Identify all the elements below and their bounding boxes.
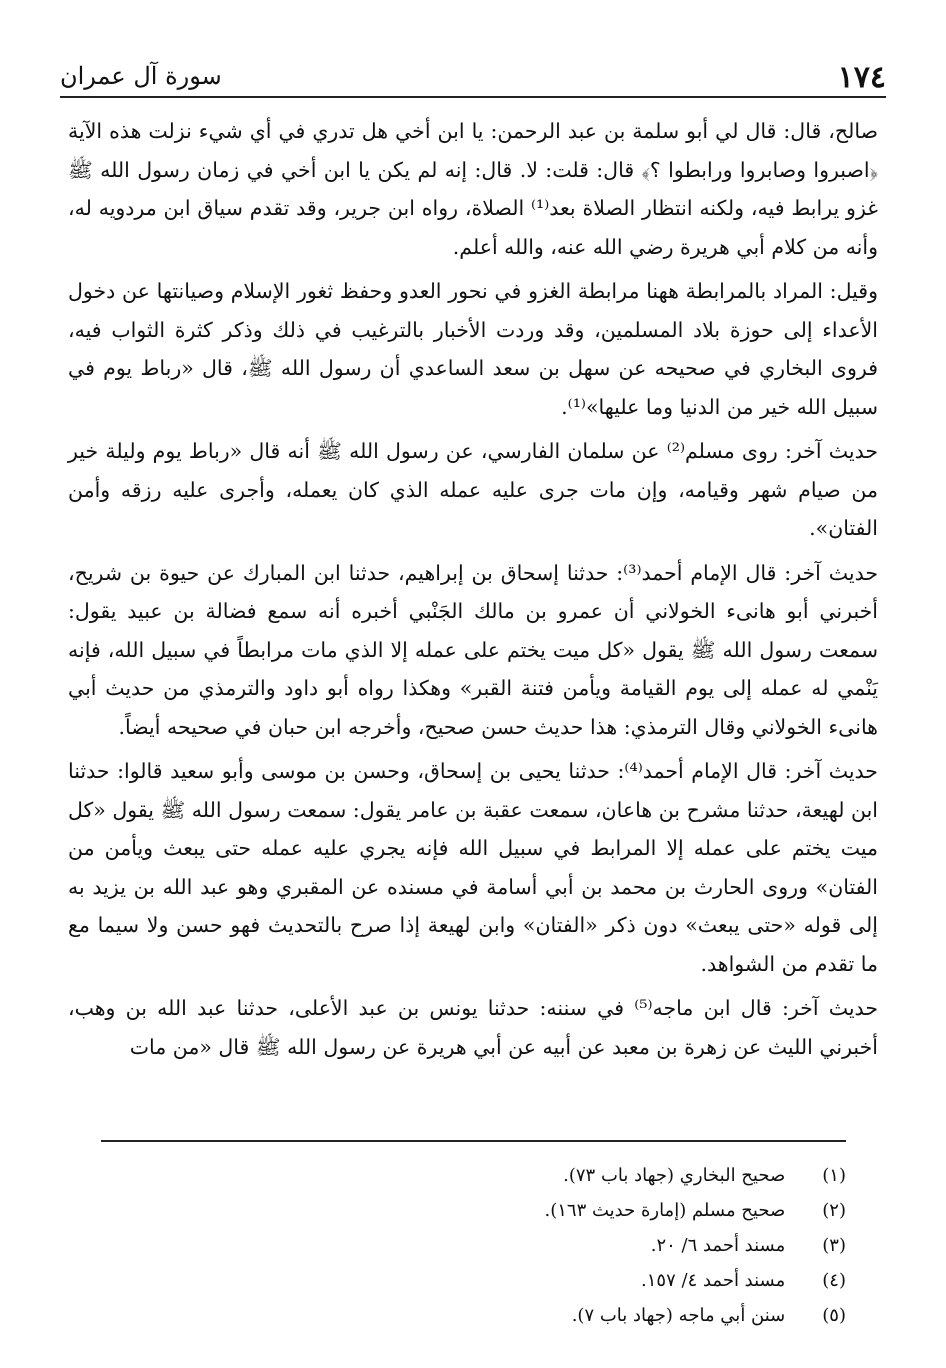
footnote-number: (٢): [822, 1200, 846, 1221]
footnote-number: (٣): [822, 1235, 846, 1256]
paragraph: حديث آخر: روى مسلم⁽²⁾ عن سلمان الفارسي، عن رسول الله ﷺ أنه قال «رباط يوم وليلة خير من صيام شهر وقيامه، وإن مات جرى عليه عمله الذي كان يعمله، وأجرى عليه رزقه وأمن الفتان».: [68, 439, 878, 540]
footnote-number: (٥): [822, 1305, 846, 1326]
footnote-text: مسند أحمد ٤/ ١٥٧.: [641, 1270, 786, 1291]
paragraph: حديث آخر: قال الإمام أحمد⁽³⁾: حدثنا إسحاق بن إبراهيم، حدثنا ابن المبارك عن حيوة بن شريح، أخبرني أبو هانىء الخولاني أن عمرو بن مالك الجَنْبي أخبره أنه سمع فضالة بن عبيد يقول: سمعت رسول الله ﷺ يقول «كل ميت يختم على عمله إلا الذي مات مرابطاً في سبيل الله، فإنه يَنْمي له عمله إلى يوم القيامة ويأمن فتنة القبر» وهكذا رواه أبو داود والترمذي من حديث أبي هانىء الخولاني وقال الترمذي: هذا حديث حسن صحيح، وأخرجه ابن حبان في صحيحه أيضاً.: [68, 560, 879, 739]
footnote-item: [100, 1228, 846, 1263]
footnote-text: مسند أحمد ٦/ ٢٠.: [650, 1235, 786, 1256]
paragraph: حديث آخر: قال ابن ماجه⁽⁵⁾ في سننه: حدثنا يونس بن عبد الأعلى، حدثنا عبد الله بن وهب، أخبرني الليث عن زهرة بن معبد عن أبيه عن أبي هريرة عن رسول الله ﷺ قال «من مات: [68, 996, 878, 1059]
footnote-item: [100, 1298, 846, 1333]
footnote-text: صحيح البخاري (جهاد باب ٧٣).: [563, 1165, 786, 1186]
running-title: سورة آل عمران: [60, 62, 222, 90]
paragraph: وقيل: المراد بالمرابطة ههنا مرابطة الغزو في نحور العدو وحفظ ثغور الإسلام وصيانتها عن دخول الأعداء إلى حوزة بلاد المسلمين، وقد وردت الأخبار بالترغيب في ذلك وذكر كثرة الثواب فيه، فروى البخاري في صحيحه عن سهل بن سعد الساعدي أن رسول الله ﷺ، قال «رباط يوم في سبيل الله خير من الدنيا وما عليها»⁽¹⁾.: [68, 279, 878, 419]
main-text: [68, 112, 878, 1070]
page-header: [60, 54, 886, 98]
footnote-item: [100, 1263, 846, 1298]
paragraph: حديث آخر: قال الإمام أحمد⁽⁴⁾: حدثنا يحيى بن إسحاق، وحسن بن موسى وأبو سعيد قالوا: حدثنا ابن لهيعة، حدثنا مشرح بن هاعان، سمعت عقبة بن عامر يقول: سمعت رسول الله ﷺ يقول «كل ميت يختم على عمله إلا المرابط في سبيل الله فإنه يجري عليه عمله حتى يبعث ويأمن من الفتان» وروى الحارث بن محمد بن أبي أسامة في مسنده عن المقبري وهو عبد الله بن يزيد به إلى قوله «حتى يبعث» دون ذكر «الفتان» وابن لهيعة إذا صرح بالتحديث فهو حسن ولا سيما مع ما تقدم من الشواهد.: [68, 759, 878, 976]
footnote-item: [100, 1158, 846, 1193]
paragraph: صالح، قال: قال لي أبو سلمة بن عبد الرحمن: يا ابن أخي هل تدري في أي شيء نزلت هذه الآية ﴿اصبروا وصابروا ورابطوا ؟﴾ قال: قلت: لا. قال: إنه لم يكن يا ابن أخي في زمان رسول الله ﷺ غزو يرابط فيه، ولكنه انتظار الصلاة بعد⁽¹⁾ الصلاة، رواه ابن جرير، وقد تقدم سياق ابن مردويه له، وأنه من كلام أبي هريرة رضي الله عنه، والله أعلم.: [68, 119, 878, 259]
footnote-number: (١): [822, 1165, 846, 1186]
footnote-number: (٤): [822, 1270, 846, 1291]
footnote-item: [100, 1193, 846, 1228]
page-number: ١٧٤: [837, 60, 886, 95]
footnote-text: سنن أبي ماجه (جهاد باب ٧).: [571, 1305, 786, 1326]
footnote-text: صحيح مسلم (إمارة حديث ١٦٣).: [544, 1200, 786, 1221]
footnotes: [100, 1158, 846, 1333]
footnote-divider: [101, 1140, 846, 1142]
